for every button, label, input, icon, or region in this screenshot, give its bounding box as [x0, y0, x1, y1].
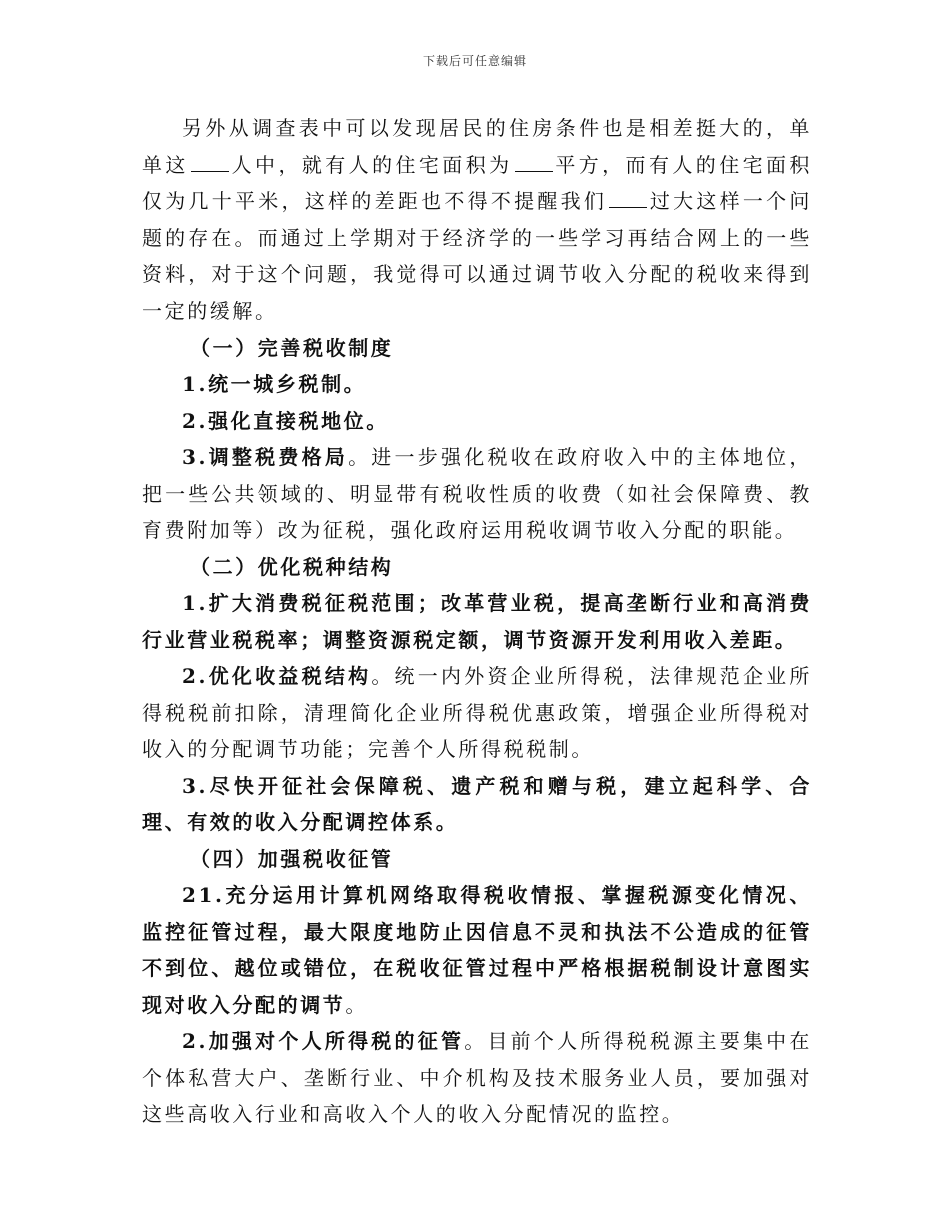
- section1-item2: 2.强化直接税地位。: [182, 408, 389, 433]
- section2-item3: 3.尽快开征社会保障税、遗产税和赠与税，建立起科学、合理、有效的收入分配调控体系。: [142, 773, 812, 834]
- blank-line-1: [191, 170, 229, 172]
- intro-text-1: 另外从调查表中可以发现居民的住房条件也是相差挺大的，单单这: [142, 116, 812, 177]
- section4-item2-body: 。目前个人所得税税源主要集中在个体私营大户、垄断行业、中介机构及技术服务业人员，要加强对这些高收入行业和高收入个人的收入分配情况的监控。: [142, 1029, 813, 1126]
- section2-item2: [142, 658, 812, 768]
- section1-item3-lead: 3.调整税费格局: [182, 445, 349, 469]
- section2-title: （二）优化税种结构: [190, 554, 394, 579]
- section2-item1: 1.扩大消费税征税范围；改革营业税，提高垄断行业和高消费行业营业税税率；调整资源税定额，调节资源开发利用收入差距。: [142, 591, 812, 652]
- section2-item2-body: 。统一内外资企业所得税，法律规范企业所得税税前扣除，清理简化企业所得税优惠政策，增强企业所得税对收入的分配调节功能；完善个人所得税税制。: [142, 664, 813, 761]
- section1-item1: 1.统一城乡税制。: [182, 372, 367, 396]
- intro-text-3: 平方，而有人的住宅面积仅为几十平米，这样的差距也不得不提醒我们: [142, 152, 813, 213]
- blank-line-2: [515, 170, 553, 172]
- document-body: [142, 110, 812, 1133]
- section1-item3: [142, 439, 812, 549]
- blank-line-3: [609, 206, 647, 208]
- section1-item3-body: 。进一步强化税收在政府收入中的主体地位，把一些公共领域的、明显带有税收性质的收费（如社会保障费、教育费附加等）改为征税，强化政府运用税收调节收入分配的职能。: [142, 445, 812, 542]
- section4-item2: [142, 1023, 812, 1133]
- section4-item1: [142, 877, 812, 1023]
- section4-item1-lead: 21.充分运用计算机网络取得税收情报、掌握税源变化情况、监控征管过程，最大限度地防止因信息不灵和执法不公造成的征管不到位、越位或错位，在税收征管过程中严格根据税制设计意图实现对收入分配的调节: [142, 883, 812, 1017]
- page-header: 下载后可任意编辑: [422, 54, 527, 68]
- intro-paragraph: [142, 110, 812, 329]
- section4-title: （四）加强税收征管: [190, 846, 394, 871]
- intro-text-4: 过大这样一个问题的存在。而通过上学期对于经济学的一些学习再结合网上的一些资料，对于这个问题，我觉得可以通过调节收入分配的税收来得到一定的缓解。: [142, 189, 813, 323]
- section1-title: （一）完善税收制度: [190, 335, 394, 360]
- section4-item2-lead: 2.加强对个人所得税的征管: [182, 1029, 465, 1053]
- section4-item1-end: 。: [345, 992, 369, 1017]
- intro-text-2: 人中，就有人的住宅面积为: [230, 152, 513, 177]
- section2-item2-lead: 2.优化收益税结构: [182, 664, 372, 688]
